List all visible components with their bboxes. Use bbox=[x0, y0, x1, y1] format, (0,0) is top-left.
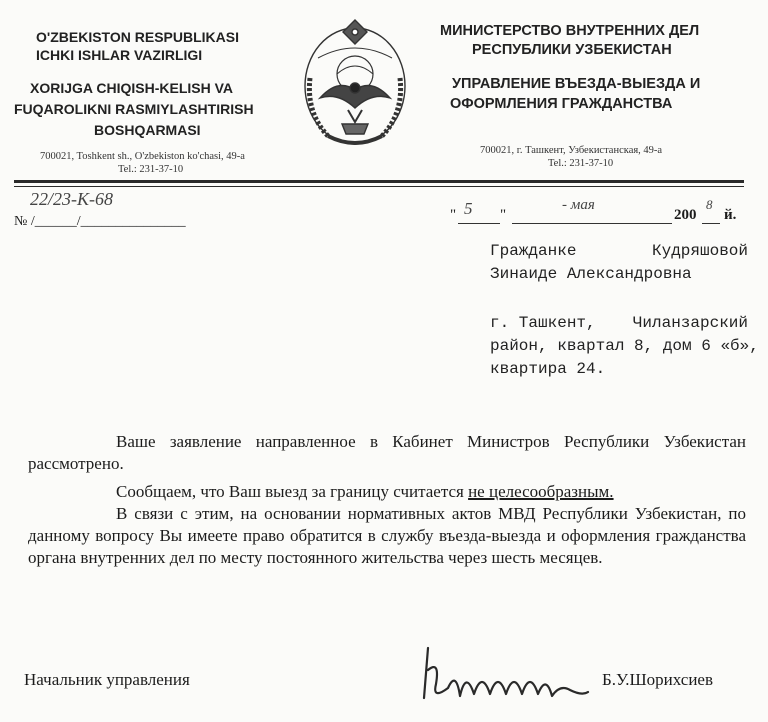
recipient-address-3: квартира 24. bbox=[490, 360, 606, 378]
header-right-line-2: РЕСПУБЛИКИ УЗБЕКИСТАН bbox=[472, 42, 672, 58]
date-suffix: й. bbox=[724, 207, 737, 223]
header-left-line-3: XORIJGA CHIQISH-KELISH VA bbox=[30, 80, 234, 96]
underlined-phrase: не целесообразным. bbox=[468, 482, 614, 501]
handwritten-signature-icon bbox=[410, 640, 600, 710]
date-line bbox=[450, 197, 745, 227]
ref-blank: ______/_______________ bbox=[34, 214, 186, 229]
date-day: 5 bbox=[464, 199, 473, 218]
header-left-line-1: O'ZBEKISTON RESPUBLIKASI bbox=[36, 29, 239, 45]
header-right-address: 700021, г. Ташкент, Узбекистанская, 49-а bbox=[480, 145, 663, 156]
ref-prefix: № / bbox=[14, 214, 35, 229]
recipient-line-1: Гражданке Кудряшовой bbox=[490, 242, 748, 260]
state-emblem-icon bbox=[298, 18, 412, 150]
recipient-address-1: г. Ташкент, Чиланзарский bbox=[490, 314, 748, 332]
header-left-address: 700021, Toshkent sh., O'zbekiston ko'chasi, 49-a bbox=[40, 151, 245, 162]
date-month: - мая bbox=[562, 197, 595, 213]
body-paragraph-1: Ваше заявление направленное в Кабинет Министров Республики Узбекистан рассмотрено. bbox=[28, 432, 746, 473]
signatory-title: Начальник управления bbox=[24, 670, 190, 689]
recipient-address-2: район, квартал 8, дом 6 «б», bbox=[490, 337, 759, 355]
body-paragraph-3: В связи с этим, на основании нормативных актов МВД Республики Узбекистан, по данному вопросу Вы имеете право обратится в службу въезда-выезда и оформления гражданства органа внутренних дел по месту постоянного жительства через шесть месяцев. bbox=[28, 504, 746, 567]
date-year-prefix: 200 bbox=[674, 207, 697, 223]
header-right-line-3: УПРАВЛЕНИЕ ВЪЕЗДА-ВЫЕЗДА И bbox=[452, 76, 701, 92]
date-close-quote: " bbox=[500, 207, 507, 223]
header-right-line-1: МИНИСТЕРСТВО ВНУТРЕННИХ ДЕЛ bbox=[440, 23, 700, 39]
ref-number-handwritten: 22/23-К-68 bbox=[30, 189, 113, 209]
header-right-line-4: ОФОРМЛЕНИЯ ГРАЖДАНСТВА bbox=[450, 96, 673, 112]
header-rule-thick bbox=[14, 180, 744, 183]
date-year-digit: 8 bbox=[706, 197, 713, 212]
recipient-line-2: Зинаиде Александровна bbox=[490, 265, 692, 283]
body-paragraph-2: Сообщаем, что Ваш выезд за границу считается не целесообразным. bbox=[116, 482, 614, 501]
ref-number-field bbox=[14, 214, 186, 230]
date-open-quote: " bbox=[450, 207, 457, 223]
header-left-line-4: FUQAROLIKNI RASMIYLASHTIRISH bbox=[14, 101, 254, 117]
header-left-phone: Tel.: 231-37-10 bbox=[118, 164, 184, 175]
header-left-line-2: ICHKI ISHLAR VAZIRLIGI bbox=[36, 47, 203, 63]
header-right-phone: Tel.: 231-37-10 bbox=[548, 158, 614, 169]
header-left-line-5: BOSHQARMASI bbox=[94, 122, 201, 138]
signatory-name: Б.У.Шорихсиев bbox=[602, 670, 713, 689]
header-rule-thin bbox=[14, 186, 744, 187]
